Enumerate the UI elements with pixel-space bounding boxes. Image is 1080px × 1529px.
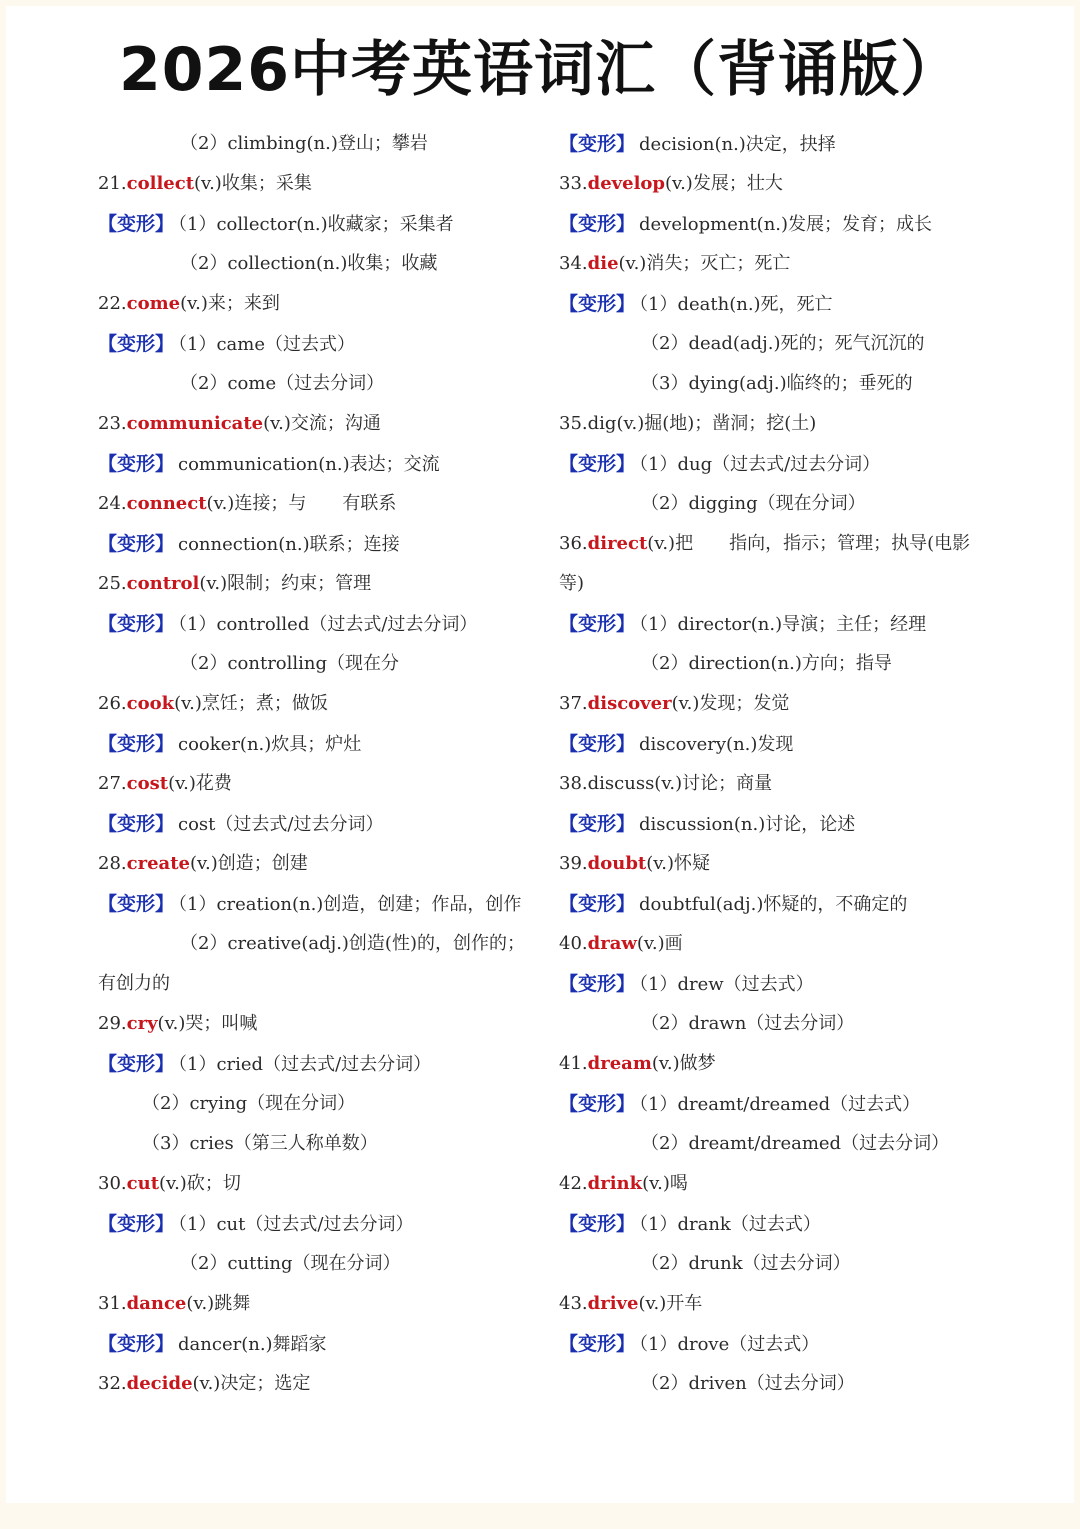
variant-tag: 【变形】 [559,893,636,915]
entry-number: 38. [559,773,588,794]
variant-subline: （2）controlling（现在分 [180,653,400,674]
variant-tag: 【变形】 [559,293,636,315]
variant-subline: （2）collection(n.)收集；收藏 [180,253,438,274]
headword: decide [126,1373,193,1394]
vocab-entry [559,684,999,724]
right-column [559,124,999,1404]
vocab-entry [559,1044,999,1084]
vocab-entry [98,1164,538,1204]
entry-definition: (v.)来；来到 [180,293,280,314]
variant-tag: 【变形】 [559,1093,636,1115]
variant-line [98,804,538,844]
vocab-entry [98,764,538,804]
vocab-entry [559,844,999,884]
entry-definition: (v.)画 [636,933,683,954]
page-title: 2026中考英语词汇（背诵版） [119,35,961,105]
vocab-entry [559,1164,999,1204]
variant-line [559,124,999,164]
variant-line [559,1084,999,1124]
variant-tag: 【变形】 [98,1213,175,1235]
variant-text: cost（过去式/过去分词） [178,814,384,835]
headword: develop [587,173,666,194]
headword: doubt [587,853,647,874]
headword: die [587,253,619,274]
entry-number: 37. [559,693,588,714]
entry-number: 32. [98,1373,127,1394]
variant-tag: 【变形】 [559,1333,636,1355]
variant-text: （1）drove（过去式） [639,1334,820,1355]
variant-text: discussion(n.)讨论，论述 [639,814,856,835]
variant-subline: （3）cries（第三人称单数） [142,1133,378,1154]
entry-number: 21. [98,173,127,194]
entry-number: 30. [98,1173,127,1194]
variant-tag: 【变形】 [559,1213,636,1235]
variant-text: （1）cut（过去式/过去分词） [178,1214,414,1235]
headword: come [126,293,181,314]
variant-line [559,284,999,324]
entry-definition: (v.)烹饪；煮；做饭 [174,693,328,714]
variant-tag: 【变形】 [559,133,636,155]
headword: dream [587,1053,652,1074]
entry-number: 23. [98,413,127,434]
vocab-entry [559,404,999,444]
variant-line [98,724,538,764]
entry-definition: (v.)连接；与 有联系 [206,493,397,514]
entry-number: 26. [98,693,127,714]
entry-number: 34. [559,253,588,274]
vocab-entry [98,164,538,204]
variant-line [98,1204,538,1244]
variant-subline: （2）come（过去分词） [180,373,385,394]
variant-line [98,444,538,484]
variant-text: connection(n.)联系；连接 [178,534,400,555]
variant-subline: （3）dying(adj.)临终的；垂死的 [641,373,913,394]
variant-text: decision(n.)决定，抉择 [639,134,836,155]
variant-tag: 【变形】 [559,613,636,635]
variant-tag: 【变形】 [559,733,636,755]
entry-definition: (v.)怀疑 [646,853,711,874]
vocab-entry [98,844,538,884]
headword: communicate [126,413,264,434]
entry-definition: (v.)跳舞 [186,1293,251,1314]
variant-text: communication(n.)表达；交流 [178,454,440,475]
headword: cry [126,1013,158,1034]
variant-tag: 【变形】 [98,453,175,475]
vocab-entry [559,524,999,564]
entry-number: 43. [559,1293,588,1314]
variant-text: discovery(n.)发现 [639,734,794,755]
entry-number: 22. [98,293,127,314]
headword: cost [126,773,169,794]
variant-text: （1）came（过去式） [178,334,356,355]
variant-text: cooker(n.)炊具；炉灶 [178,734,362,755]
variant-subline: （2）creative(adj.)创造(性)的，创作的； [180,933,525,954]
entry-definition: (v.)哭；叫喊 [157,1013,258,1034]
headword: draw [587,933,637,954]
variant-tag: 【变形】 [98,893,175,915]
headword: connect [126,493,207,514]
entry-number: 36. [559,533,588,554]
entry-definition: dig(v.)掘(地)；凿洞；挖(土) [587,413,817,434]
continuation-line: 有创力的 [98,973,170,994]
variant-line [98,204,538,244]
entry-definition: (v.)把 指向，指示；管理；执导(电影 [647,533,971,554]
headword: drive [587,1293,639,1314]
vocab-entry [98,564,538,604]
variant-subline: （2）cutting（现在分词） [180,1253,401,1274]
variant-tag: 【变形】 [559,973,636,995]
entry-definition: (v.)做梦 [651,1053,716,1074]
variant-tag: 【变形】 [98,213,175,235]
entry-number: 25. [98,573,127,594]
entry-number: 40. [559,933,588,954]
variant-text: （1）cried（过去式/过去分词） [178,1054,432,1075]
entry-number: 39. [559,853,588,874]
variant-tag: 【变形】 [98,1333,175,1355]
variant-tag: 【变形】 [98,613,175,635]
entry-number: 31. [98,1293,127,1314]
headword: discover [587,693,672,714]
variant-line [98,1044,538,1084]
variant-tag: 【变形】 [98,533,175,555]
variant-text: （1）drank（过去式） [639,1214,821,1235]
left-column [98,124,538,1404]
vocab-entry [98,1284,538,1324]
entry-number: 24. [98,493,127,514]
variant-text: dancer(n.)舞蹈家 [178,1334,327,1355]
variant-line [559,884,999,924]
variant-text: （1）death(n.)死，死亡 [639,294,833,315]
entry-number: 28. [98,853,127,874]
entry-number: 27. [98,773,127,794]
variant-subline: （2）drunk（过去分词） [641,1253,851,1274]
variant-subline: （2）digging（现在分词） [641,493,866,514]
variant-tag: 【变形】 [98,1053,175,1075]
vocab-entry [98,284,538,324]
variant-subline: （2）dead(adj.)死的；死气沉沉的 [641,333,925,354]
vocab-entry [559,164,999,204]
variant-text: （1）drew（过去式） [639,974,814,995]
entry-number: 35. [559,413,588,434]
variant-line [559,724,999,764]
entry-definition: discuss(v.)讨论；商量 [587,773,773,794]
variant-line [559,604,999,644]
variant-subline: （2）crying（现在分词） [142,1093,356,1114]
vocab-entry [559,1284,999,1324]
variant-subline: （2）drawn（过去分词） [641,1013,855,1034]
variant-tag: 【变形】 [559,213,636,235]
vocab-entry [98,484,538,524]
entry-definition: (v.)发展；壮大 [665,173,783,194]
variant-text: （1）director(n.)导演；主任；经理 [639,614,927,635]
variant-tag: 【变形】 [98,333,175,355]
variant-text: （1）collector(n.)收藏家；采集者 [178,214,454,235]
variant-text: development(n.)发展；发育；成长 [639,214,933,235]
vocab-entry [98,684,538,724]
vocab-entry [559,924,999,964]
entry-definition: (v.)决定；选定 [192,1373,311,1394]
entry-definition: (v.)开车 [638,1293,703,1314]
headword: control [126,573,200,594]
variant-subline: （2）direction(n.)方向；指导 [641,653,892,674]
variant-subline: （2）dreamt/dreamed（过去分词） [641,1133,950,1154]
variant-line [559,804,999,844]
headword: collect [126,173,195,194]
headword: cook [126,693,175,714]
entry-number: 33. [559,173,588,194]
variant-line [98,1324,538,1364]
variant-subline: （2）driven（过去分词） [641,1373,855,1394]
variant-tag: 【变形】 [98,813,175,835]
variant-tag: 【变形】 [98,733,175,755]
vocab-entry [559,764,999,804]
headword: drink [587,1173,643,1194]
headword: create [126,853,190,874]
entry-definition: (v.)花费 [168,773,232,794]
variant-line [559,964,999,1004]
entry-definition: (v.)喝 [642,1173,688,1194]
continuation-line: 等) [559,573,585,594]
variant-subline: （2）climbing(n.)登山；攀岩 [180,133,428,154]
entry-definition: (v.)消失；灭亡；死亡 [618,253,791,274]
variant-line [98,884,538,924]
vocab-entry [98,1004,538,1044]
variant-text: （1）controlled（过去式/过去分词） [178,614,478,635]
variant-text: doubtful(adj.)怀疑的，不确定的 [639,894,908,915]
headword: cut [126,1173,160,1194]
entry-number: 42. [559,1173,588,1194]
variant-line [98,524,538,564]
vocab-entry [98,404,538,444]
variant-tag: 【变形】 [559,453,636,475]
variant-line [98,604,538,644]
variant-line [559,1324,999,1364]
variant-line [559,444,999,484]
entry-definition: (v.)交流；沟通 [263,413,381,434]
variant-tag: 【变形】 [559,813,636,835]
variant-text: （1）dug（过去式/过去分词） [639,454,881,475]
entry-definition: (v.)收集；采集 [194,173,312,194]
variant-text: （1）dreamt/dreamed（过去式） [639,1094,921,1115]
headword: direct [587,533,648,554]
entry-definition: (v.)发现；发觉 [671,693,790,714]
headword: dance [126,1293,187,1314]
entry-definition: (v.)砍；切 [159,1173,241,1194]
entry-definition: (v.)限制；约束；管理 [199,573,372,594]
entry-number: 29. [98,1013,127,1034]
variant-line [98,324,538,364]
entry-number: 41. [559,1053,588,1074]
variant-text: （1）creation(n.)创造，创建；作品，创作 [178,894,522,915]
variant-line [559,204,999,244]
entry-definition: (v.)创造；创建 [189,853,308,874]
variant-line [559,1204,999,1244]
vocab-entry [98,1364,538,1404]
vocab-entry [559,244,999,284]
